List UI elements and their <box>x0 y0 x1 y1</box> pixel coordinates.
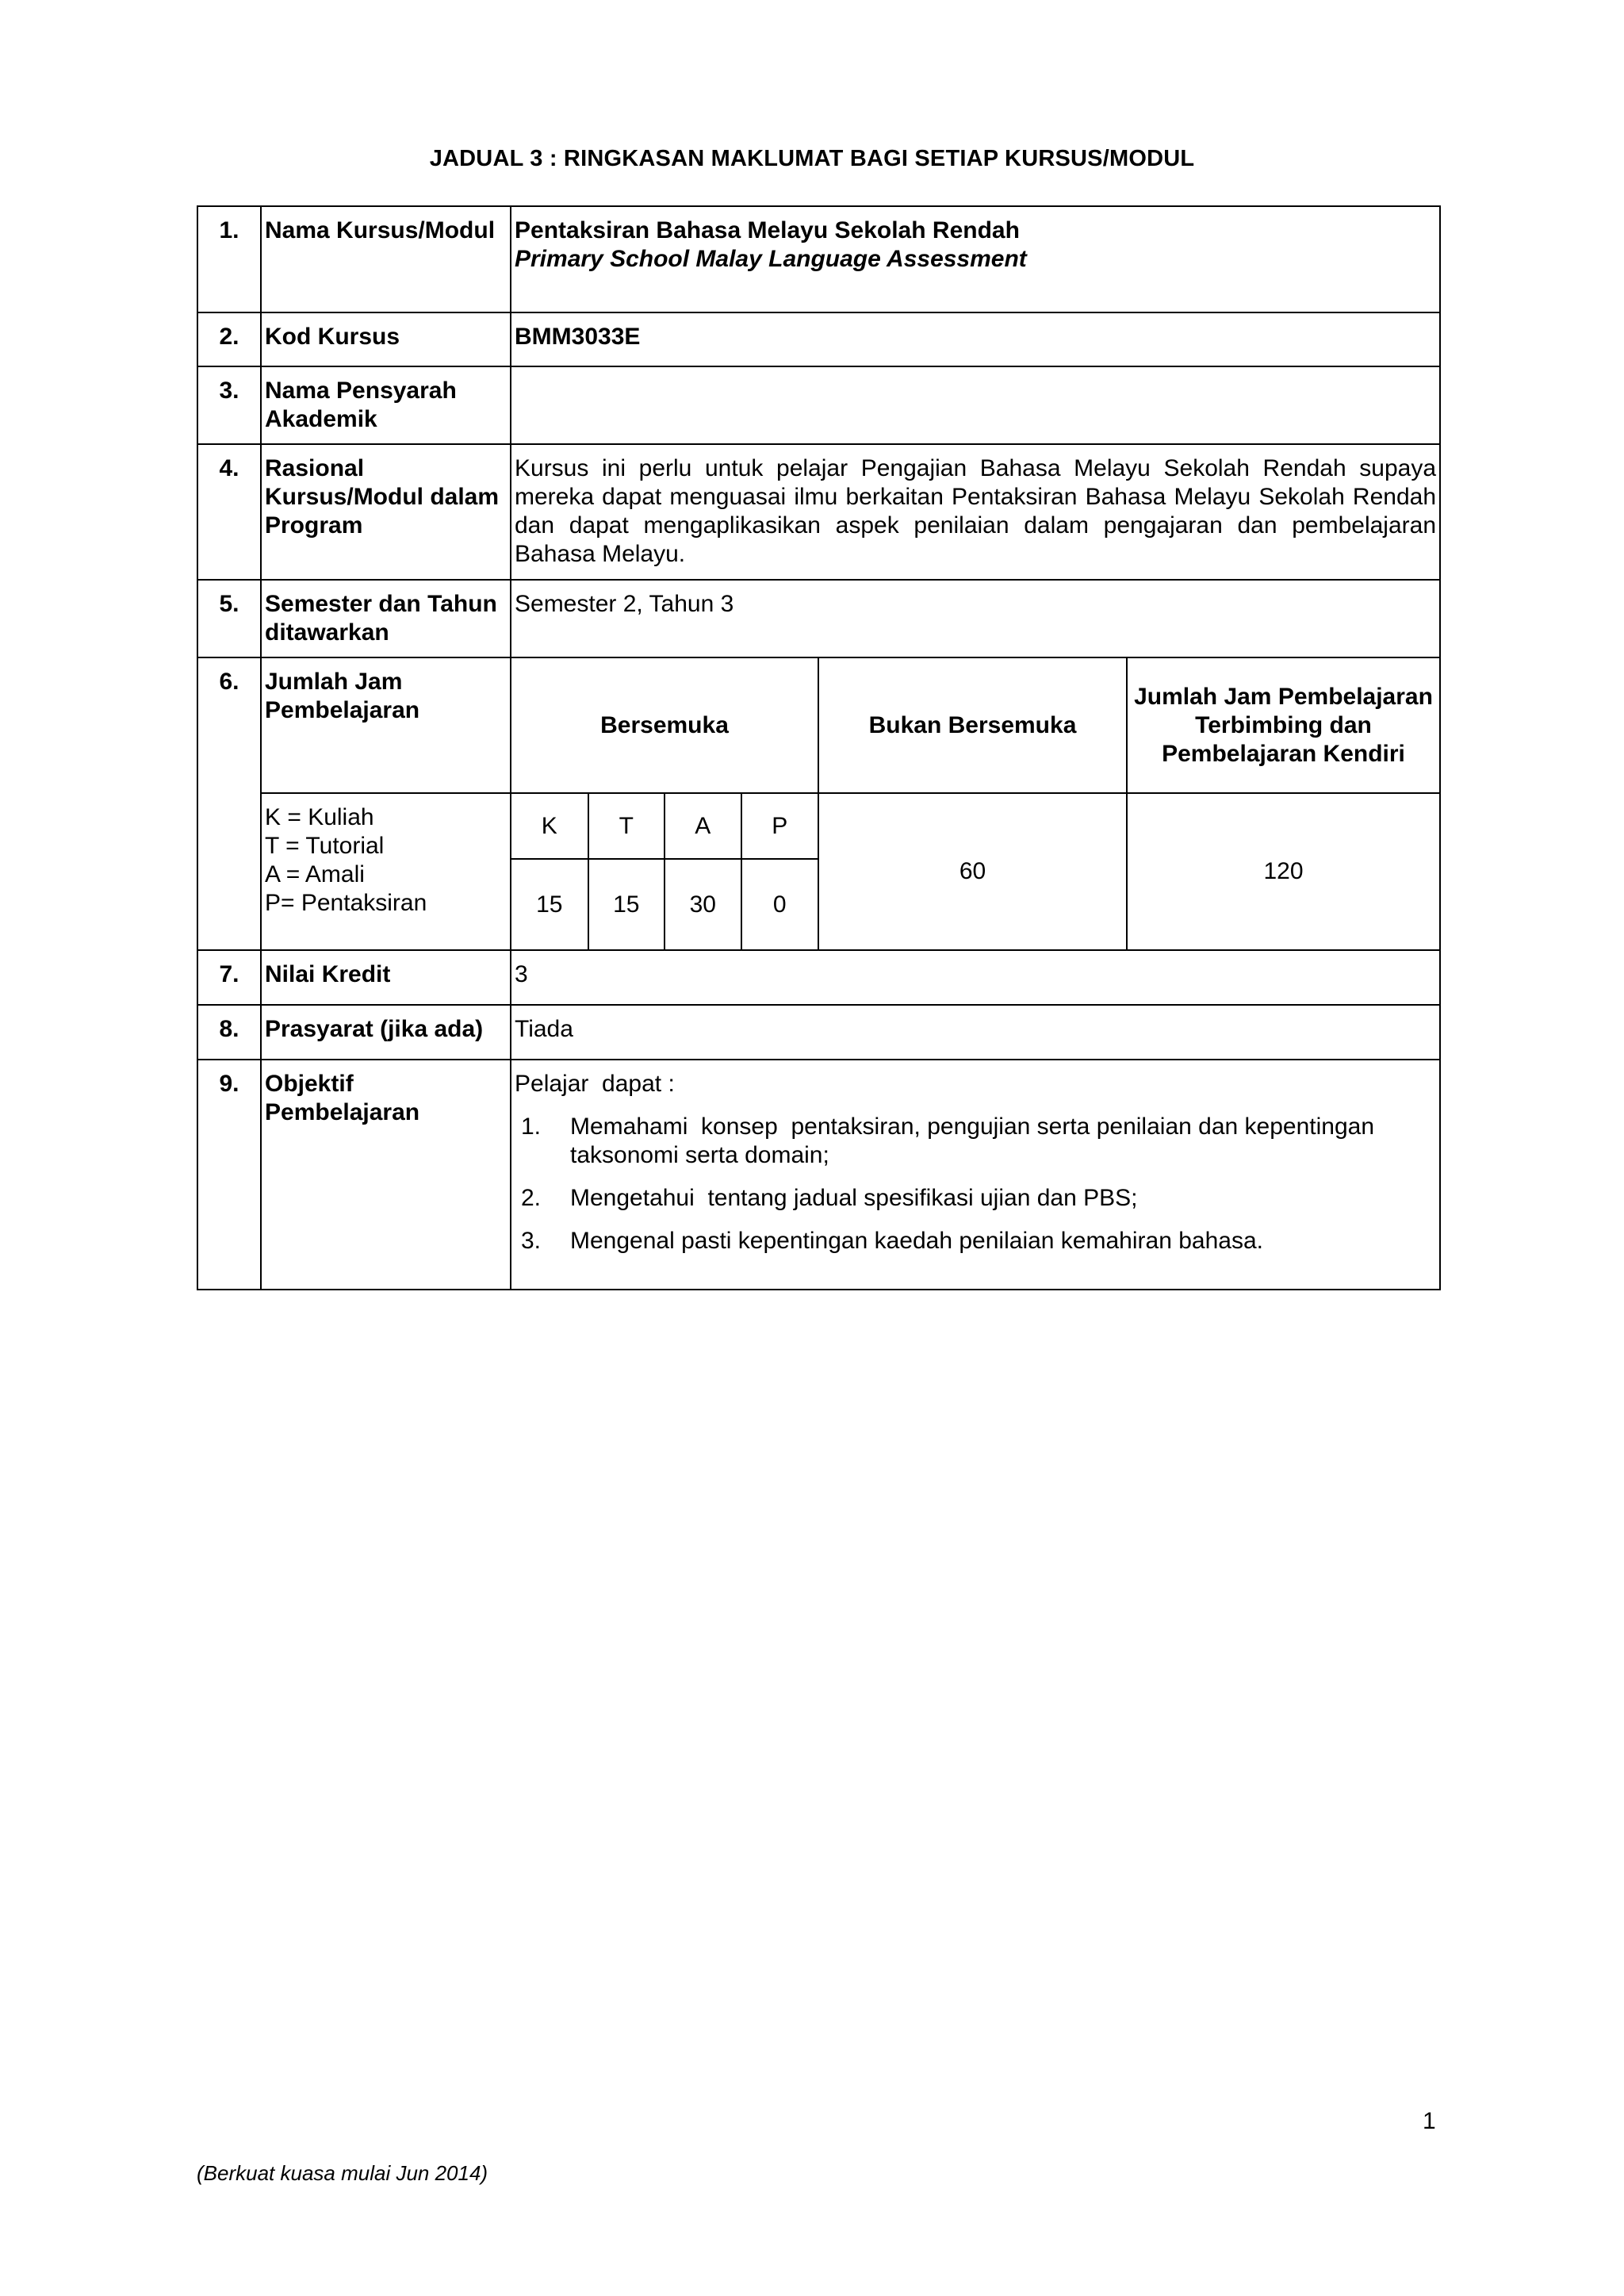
ktap-legend <box>261 793 511 950</box>
row-lecturer <box>197 366 1440 444</box>
row-label: Semester dan Tahun ditawarkan <box>261 580 511 657</box>
objectives-list <box>515 1113 1436 1255</box>
legend-pentaksiran: P= Pentaksiran <box>265 890 427 916</box>
row-learning-hours-values <box>197 793 1440 950</box>
list-item <box>515 1184 1436 1213</box>
row-label: Nilai Kredit <box>261 950 511 1005</box>
footer-note: (Berkuat kuasa mulai Jun 2014) <box>197 2161 488 2185</box>
objective-number: 3. <box>521 1228 542 1254</box>
ktap-header-k: K <box>511 794 588 859</box>
prerequisite-value: Tiada <box>511 1005 1440 1060</box>
ktap-value-k: 15 <box>511 859 588 949</box>
objectives-intro: Pelajar dapat : <box>515 1071 675 1097</box>
row-label: Jumlah Jam Pembelajaran <box>261 657 511 793</box>
ktap-value-p: 0 <box>772 891 787 918</box>
row-label: Nama Pensyarah Akademik <box>261 366 511 444</box>
page-number: 1 <box>1423 2108 1436 2134</box>
row-number: 9. <box>197 1060 261 1290</box>
list-item <box>515 1113 1436 1170</box>
row-number: 6. <box>197 657 261 950</box>
objective-number: 2. <box>521 1185 542 1211</box>
jumlah-jam-value: 120 <box>1127 793 1440 950</box>
course-name-value <box>511 206 1440 312</box>
header-jumlah-jam: Jumlah Jam Pembelajaran Terbimbing dan Pembelajaran Kendiri <box>1127 657 1440 793</box>
semester-value: Semester 2, Tahun 3 <box>511 580 1440 657</box>
row-semester <box>197 580 1440 657</box>
legend-kuliah: K = Kuliah <box>265 804 374 830</box>
objective-number: 1. <box>521 1114 542 1140</box>
course-summary-table <box>197 205 1441 1290</box>
row-number: 4. <box>197 444 261 580</box>
row-learning-hours-header <box>197 657 1440 793</box>
row-course-name <box>197 206 1440 312</box>
ktap-value-a: 30 <box>665 859 741 949</box>
course-name-bm: Pentaksiran Bahasa Melayu Sekolah Rendah <box>515 217 1020 243</box>
row-label: Rasional Kursus/Modul dalam Program <box>261 444 511 580</box>
row-label: Objektif Pembelajaran <box>261 1060 511 1290</box>
objective-text: Mengetahui tentang jadual spesifikasi ujian dan PBS; <box>570 1185 1138 1211</box>
row-rationale <box>197 444 1440 580</box>
bukan-bersemuka-value: 60 <box>818 793 1127 950</box>
course-name-en: Primary School Malay Language Assessment <box>515 246 1027 272</box>
objective-text: Memahami konsep pentaksiran, pengujian serta penilaian dan kepentingan taksonomi serta domain; <box>570 1114 1381 1168</box>
header-bukan-bersemuka: Bukan Bersemuka <box>818 657 1127 793</box>
row-number: 2. <box>197 312 261 366</box>
row-label: Nama Kursus/Modul <box>261 206 511 312</box>
row-course-code <box>197 312 1440 366</box>
row-label: Kod Kursus <box>261 312 511 366</box>
ktap-header-a: A <box>665 794 741 859</box>
credit-value: 3 <box>511 950 1440 1005</box>
row-number: 7. <box>197 950 261 1005</box>
ktap-header-t: T <box>588 794 665 859</box>
course-code-value: BMM3033E <box>511 312 1440 366</box>
row-number: 5. <box>197 580 261 657</box>
objectives-value <box>511 1060 1440 1290</box>
row-number: 3. <box>197 366 261 444</box>
row-objectives <box>197 1060 1440 1290</box>
rationale-value: Kursus ini perlu untuk pelajar Pengajian Bahasa Melayu Sekolah Rendah supaya mereka dapat menguasai ilmu berkaitan Pentaksiran Bahasa Melayu Sekolah Rendah dan dapat mengaplikasikan aspek penilaian dalam pengajaran dan pembelajaran Bahasa Melayu. <box>511 444 1440 580</box>
ktap-grid <box>511 793 818 950</box>
document-title: JADUAL 3 : RINGKASAN MAKLUMAT BAGI SETIAP KURSUS/MODUL <box>429 146 1195 171</box>
objective-text: Mengenal pasti kepentingan kaedah penilaian kemahiran bahasa. <box>570 1228 1263 1254</box>
ktap-value-t: 15 <box>588 859 665 949</box>
legend-tutorial: T = Tutorial <box>265 833 385 859</box>
list-item <box>515 1227 1436 1255</box>
row-label: Prasyarat (jika ada) <box>261 1005 511 1060</box>
row-number: 1. <box>197 206 261 312</box>
row-prerequisite <box>197 1005 1440 1060</box>
legend-amali: A = Amali <box>265 861 365 887</box>
ktap-inner-table <box>511 794 818 949</box>
row-credit <box>197 950 1440 1005</box>
header-bersemuka: Bersemuka <box>511 657 818 793</box>
row-number: 8. <box>197 1005 261 1060</box>
lecturer-value <box>511 366 1440 444</box>
ktap-header-p: P <box>741 794 818 859</box>
